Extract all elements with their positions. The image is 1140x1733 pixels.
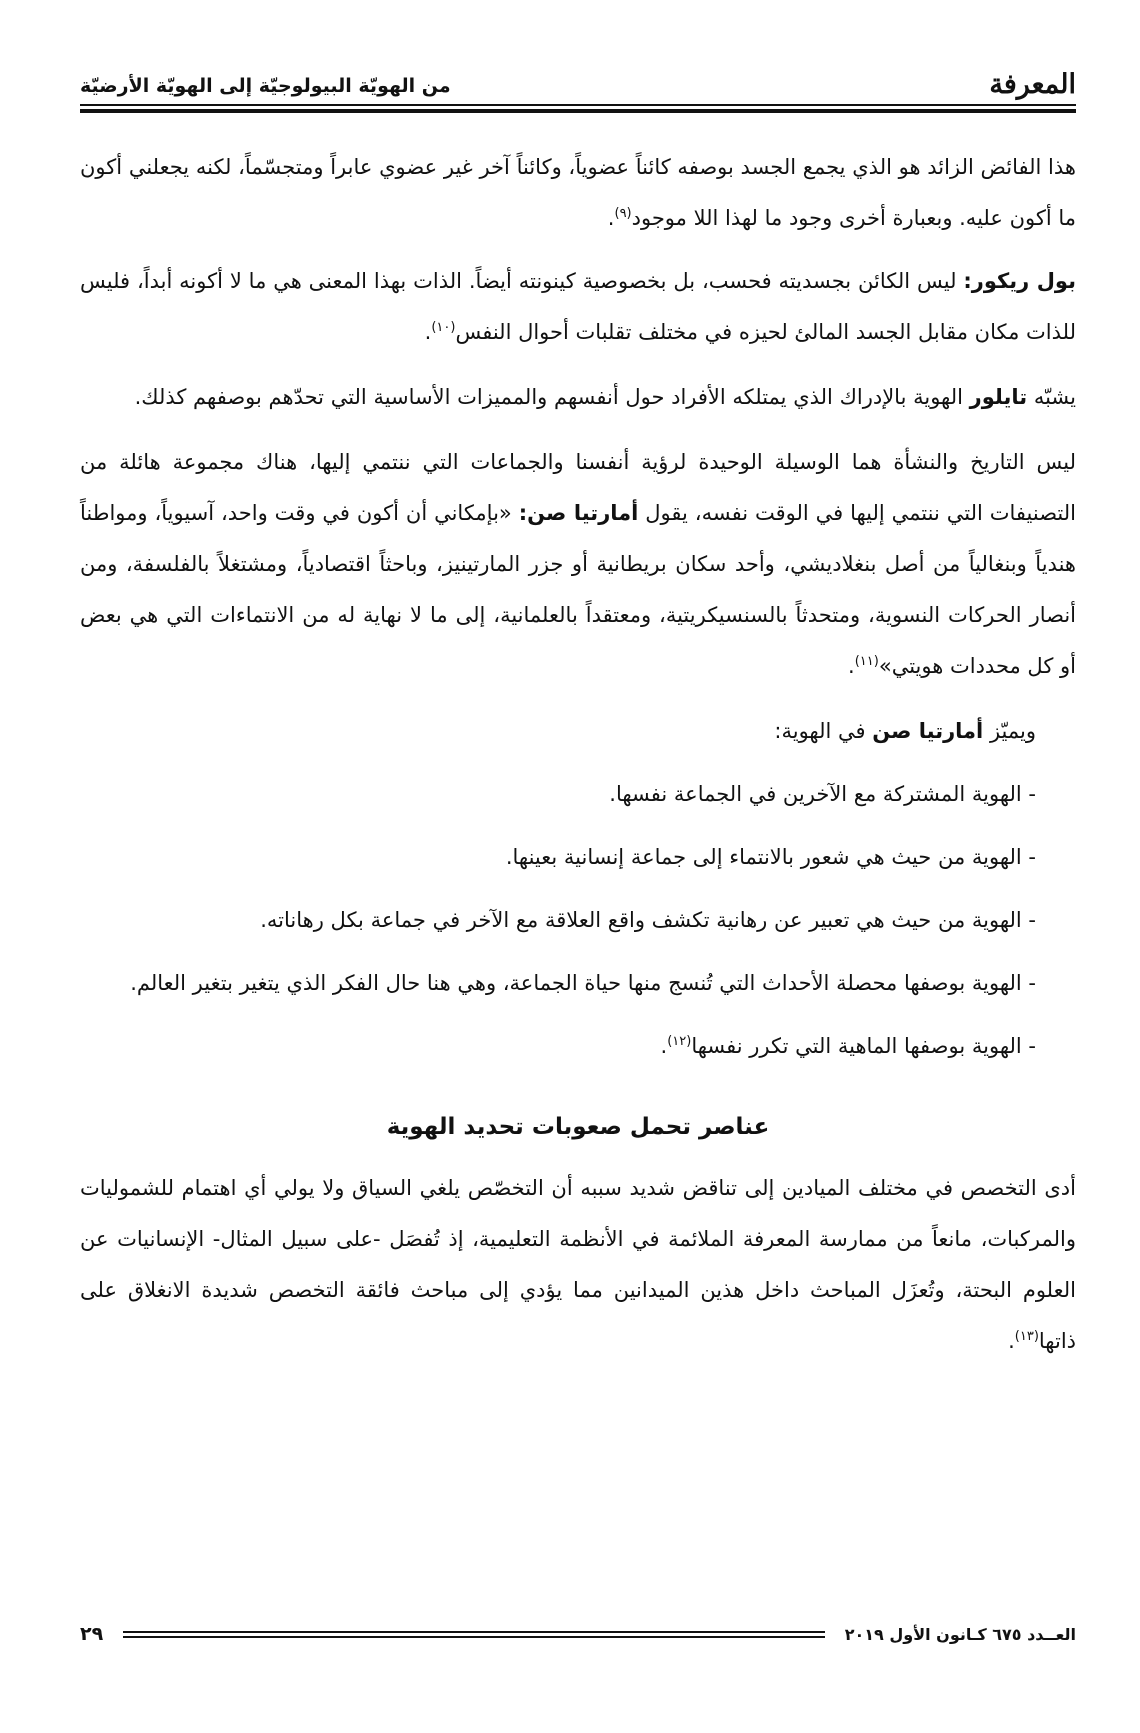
footnote-ref: (١١) xyxy=(854,654,879,669)
journal-logo: المعرفة xyxy=(989,69,1076,100)
footer-rule xyxy=(123,1631,825,1638)
list-item: - الهوية بوصفها محصلة الأحداث التي تُنسج منها حياة الجماعة، وهي هنا حال الفكر الذي يتغير بتغير العالم. xyxy=(130,971,1036,995)
page-header xyxy=(80,50,1076,102)
article-body xyxy=(80,142,1076,1381)
list-item: - الهوية المشتركة مع الآخرين في الجماعة نفسها. xyxy=(609,782,1036,806)
section-heading: عناصر تحمل صعوبات تحديد الهوية xyxy=(386,1114,770,1140)
list-item-text: - الهوية بوصفها الماهية التي تكرر نفسها xyxy=(691,1034,1036,1058)
paragraph-text: في الهوية: xyxy=(774,719,873,743)
paragraph-lead: ليس التاريخ والنشأة هما الوسيلة الوحيدة لرؤية أنفسنا والجماعات التي ننتمي إليها، هناك مجموعة هائلة من التصنيفات التي ننتمي إليها في الوقت نفسه، يقول xyxy=(80,450,1076,525)
paragraph-5 xyxy=(80,1163,1076,1367)
footnote-ref: (١٠) xyxy=(431,320,456,335)
paragraph-text: أدى التخصص في مختلف الميادين إلى تناقض شديد سببه أن التخصّص يلغي السياق ولا يولي أي اهتمام للشموليات والمركبات، مانعاً من ممارسة المعرفة الملائمة في الأنظمة التعليمية، إذ تُفصَل -على سبيل المثال- الإنسانيات عن العلوم البحتة، وتُعزَل المباحث داخل هذين الميدانين مما يؤدي إلى مباحث فائقة التخصص شديدة الانغلاق على ذاتها xyxy=(80,1176,1076,1353)
paragraph-text: هذا الفائض الزائد هو الذي يجمع الجسد بوصفه كائناً عضوياً، وكائناً آخر غير عضوي عابراً ومتجسّماً، لكنه يجعلني أكون ما أكون عليه. وبعبارة أخرى وجود ما لهذا اللا موجود xyxy=(80,155,1076,230)
paragraph-1 xyxy=(80,142,1076,244)
paragraph-text: «بإمكاني أن أكون في وقت واحد، آسيوياً، ومواطناً هندياً وبنغالياً من أصل بنغلاديشي، وأحد سكان بريطانية أو جزر المارتينيز، وباحثاً اقتصادياً، ومشتغلاً بالفلسفة، ومن أنصار الحركات النسوية، ومتحدثاً بالسنسيكريتية، ومعتقداً بالعلمانية، إلى ما لا نهاية له من الانتماءات التي هي بعض أو كل محددات هويتي» xyxy=(80,501,1076,678)
quoted-author: بول ريكور: xyxy=(963,269,1076,293)
quoted-author: أمارتيا صن xyxy=(872,719,984,743)
paragraph-text: ليس الكائن بجسديته فحسب، بل بخصوصية كينونته أيضاً. الذات بهذا المعنى هي ما لا أكونه أبداً، فليس للذات مكان مقابل الجسد المالئ لحيزه في مختلف تقلبات أحوال النفس xyxy=(80,269,1076,344)
paragraph-lead: يشبّه xyxy=(1027,385,1076,409)
page-number: ٢٩ xyxy=(80,1623,104,1645)
list-item: - الهوية من حيث هي تعبير عن رهانية تكشف واقع العلاقة مع الآخر في جماعة بكل رهاناته. xyxy=(260,908,1036,932)
header-rule xyxy=(80,104,1076,113)
paragraph-end: . xyxy=(1008,1329,1015,1353)
quoted-author: تايلور xyxy=(969,385,1028,409)
list-intro xyxy=(80,706,1076,757)
quoted-author: أمارتيا صن: xyxy=(518,501,639,525)
paragraph-end: . xyxy=(848,654,855,678)
footnote-ref: (١٣) xyxy=(1014,1329,1039,1344)
paragraph-end: . xyxy=(660,1034,668,1058)
page-footer xyxy=(80,1614,1076,1654)
issue-info: العــدد ٦٧٥ كـانون الأول ٢٠١٩ xyxy=(844,1624,1076,1644)
footnote-ref: (٩) xyxy=(614,206,632,221)
list-item: - الهوية من حيث هي شعور بالانتماء إلى جماعة إنسانية بعينها. xyxy=(505,845,1036,869)
running-title: من الهويّة البيولوجيّة إلى الهويّة الأرضيّة xyxy=(80,75,451,97)
paragraph-2 xyxy=(80,256,1076,358)
paragraph-lead: ويميّز xyxy=(983,719,1036,743)
footnote-ref: (١٢) xyxy=(667,1034,692,1049)
paragraph-text: الهوية بالإدراك الذي يمتلكه الأفراد حول أنفسهم والمميزات الأساسية التي تحدّهم بوصفهم كذلك. xyxy=(134,385,970,409)
paragraph-3 xyxy=(80,372,1076,423)
list-item xyxy=(80,1021,1076,1072)
paragraph-end: . xyxy=(424,320,432,344)
paragraph-4 xyxy=(80,437,1076,692)
paragraph-end: . xyxy=(607,206,615,230)
